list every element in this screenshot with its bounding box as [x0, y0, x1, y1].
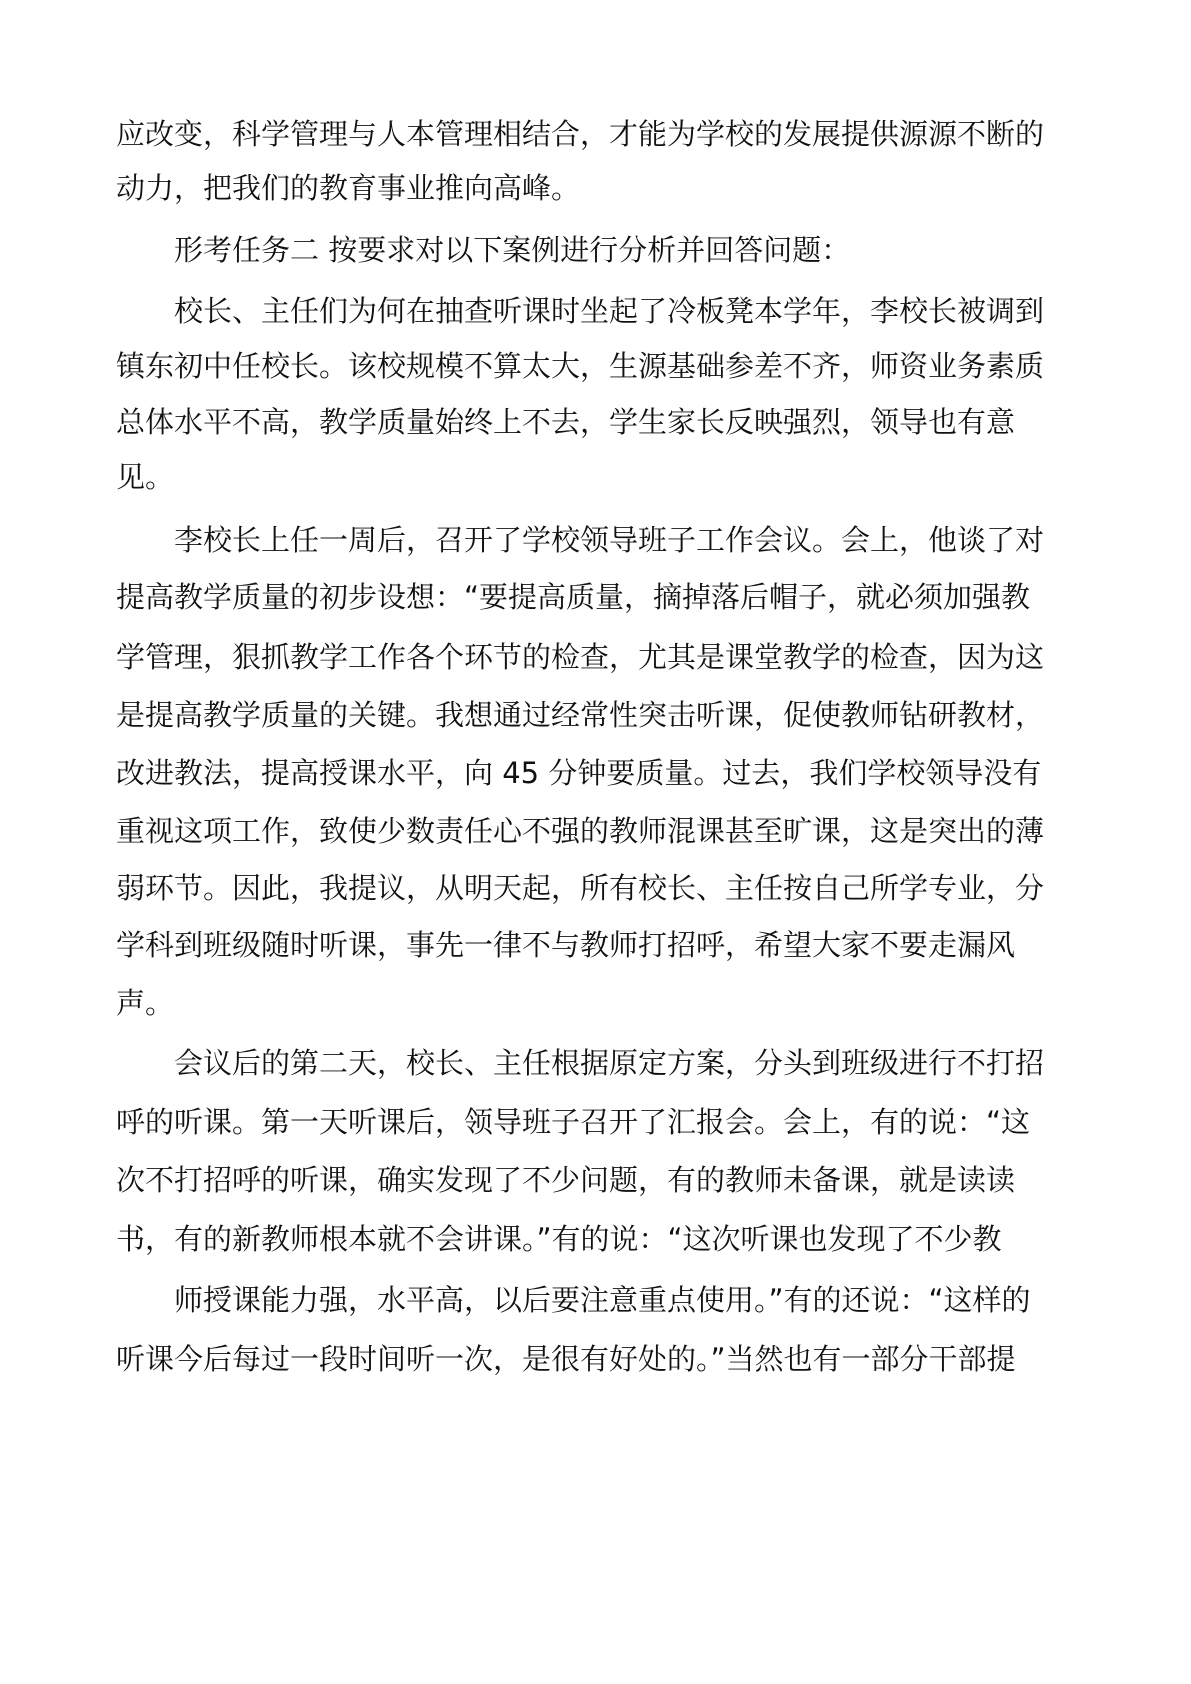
text-line: 会议后的第二天，校长、主任根据原定方案，分头到班级进行不打招 [174, 1046, 1045, 1080]
text-line: 校长、主任们为何在抽查听课时坐起了冷板凳本学年，李校长被调到 [174, 294, 1045, 328]
text-line: 是提高教学质量的关键。我想通过经常性突击听课，促使教师钻研教材， [116, 698, 1045, 732]
text-line: 镇东初中任校长。该校规模不算太大，生源基础参差不齐，师资业务素质 [116, 349, 1045, 383]
text-line: 改进教法，提高授课水平，向 45 分钟要质量。过去，我们学校领导没有 [116, 756, 1042, 790]
section-heading: 形考任务二 按要求对以下案例进行分析并回答问题： [174, 233, 851, 267]
text-line: 重视这项工作，致使少数责任心不强的教师混课甚至旷课，这是突出的薄 [116, 814, 1045, 848]
text-line: 师授课能力强，水平高，以后要注意重点使用。”有的还说：“这样的 [174, 1283, 1031, 1317]
text-line: 学管理，狠抓教学工作各个环节的检查，尤其是课堂教学的检查，因为这 [116, 640, 1045, 674]
text-line: 书，有的新教师根本就不会讲课。”有的说：“这次听课也发现了不少教 [116, 1222, 1002, 1256]
text-line: 次不打招呼的听课，确实发现了不少问题，有的教师未备课，就是读读 [116, 1163, 1016, 1197]
text-line: 李校长上任一周后，召开了学校领导班子工作会议。会上，他谈了对 [174, 523, 1045, 557]
text-line: 呼的听课。第一天听课后，领导班子召开了汇报会。会上，有的说：“这 [116, 1105, 1031, 1139]
text-line: 弱环节。因此，我提议，从明天起，所有校长、主任按自己所学专业，分 [116, 871, 1045, 905]
text-line: 应改变，科学管理与人本管理相结合，才能为学校的发展提供源源不断的 [116, 117, 1045, 151]
text-line: 动力，把我们的教育事业推向高峰。 [116, 171, 581, 205]
text-line: 提高教学质量的初步设想：“要提高质量，摘掉落后帽子，就必须加强教 [116, 580, 1031, 614]
text-line: 见。 [116, 460, 175, 494]
text-line: 听课今后每过一段时间听一次，是很有好处的。”当然也有一部分干部提 [116, 1342, 1016, 1376]
text-line: 总体水平不高，教学质量始终上不去，学生家长反映强烈，领导也有意 [116, 405, 1016, 439]
text-line: 学科到班级随时听课，事先一律不与教师打招呼，希望大家不要走漏风 [116, 928, 1016, 962]
text-line: 声。 [116, 986, 175, 1020]
